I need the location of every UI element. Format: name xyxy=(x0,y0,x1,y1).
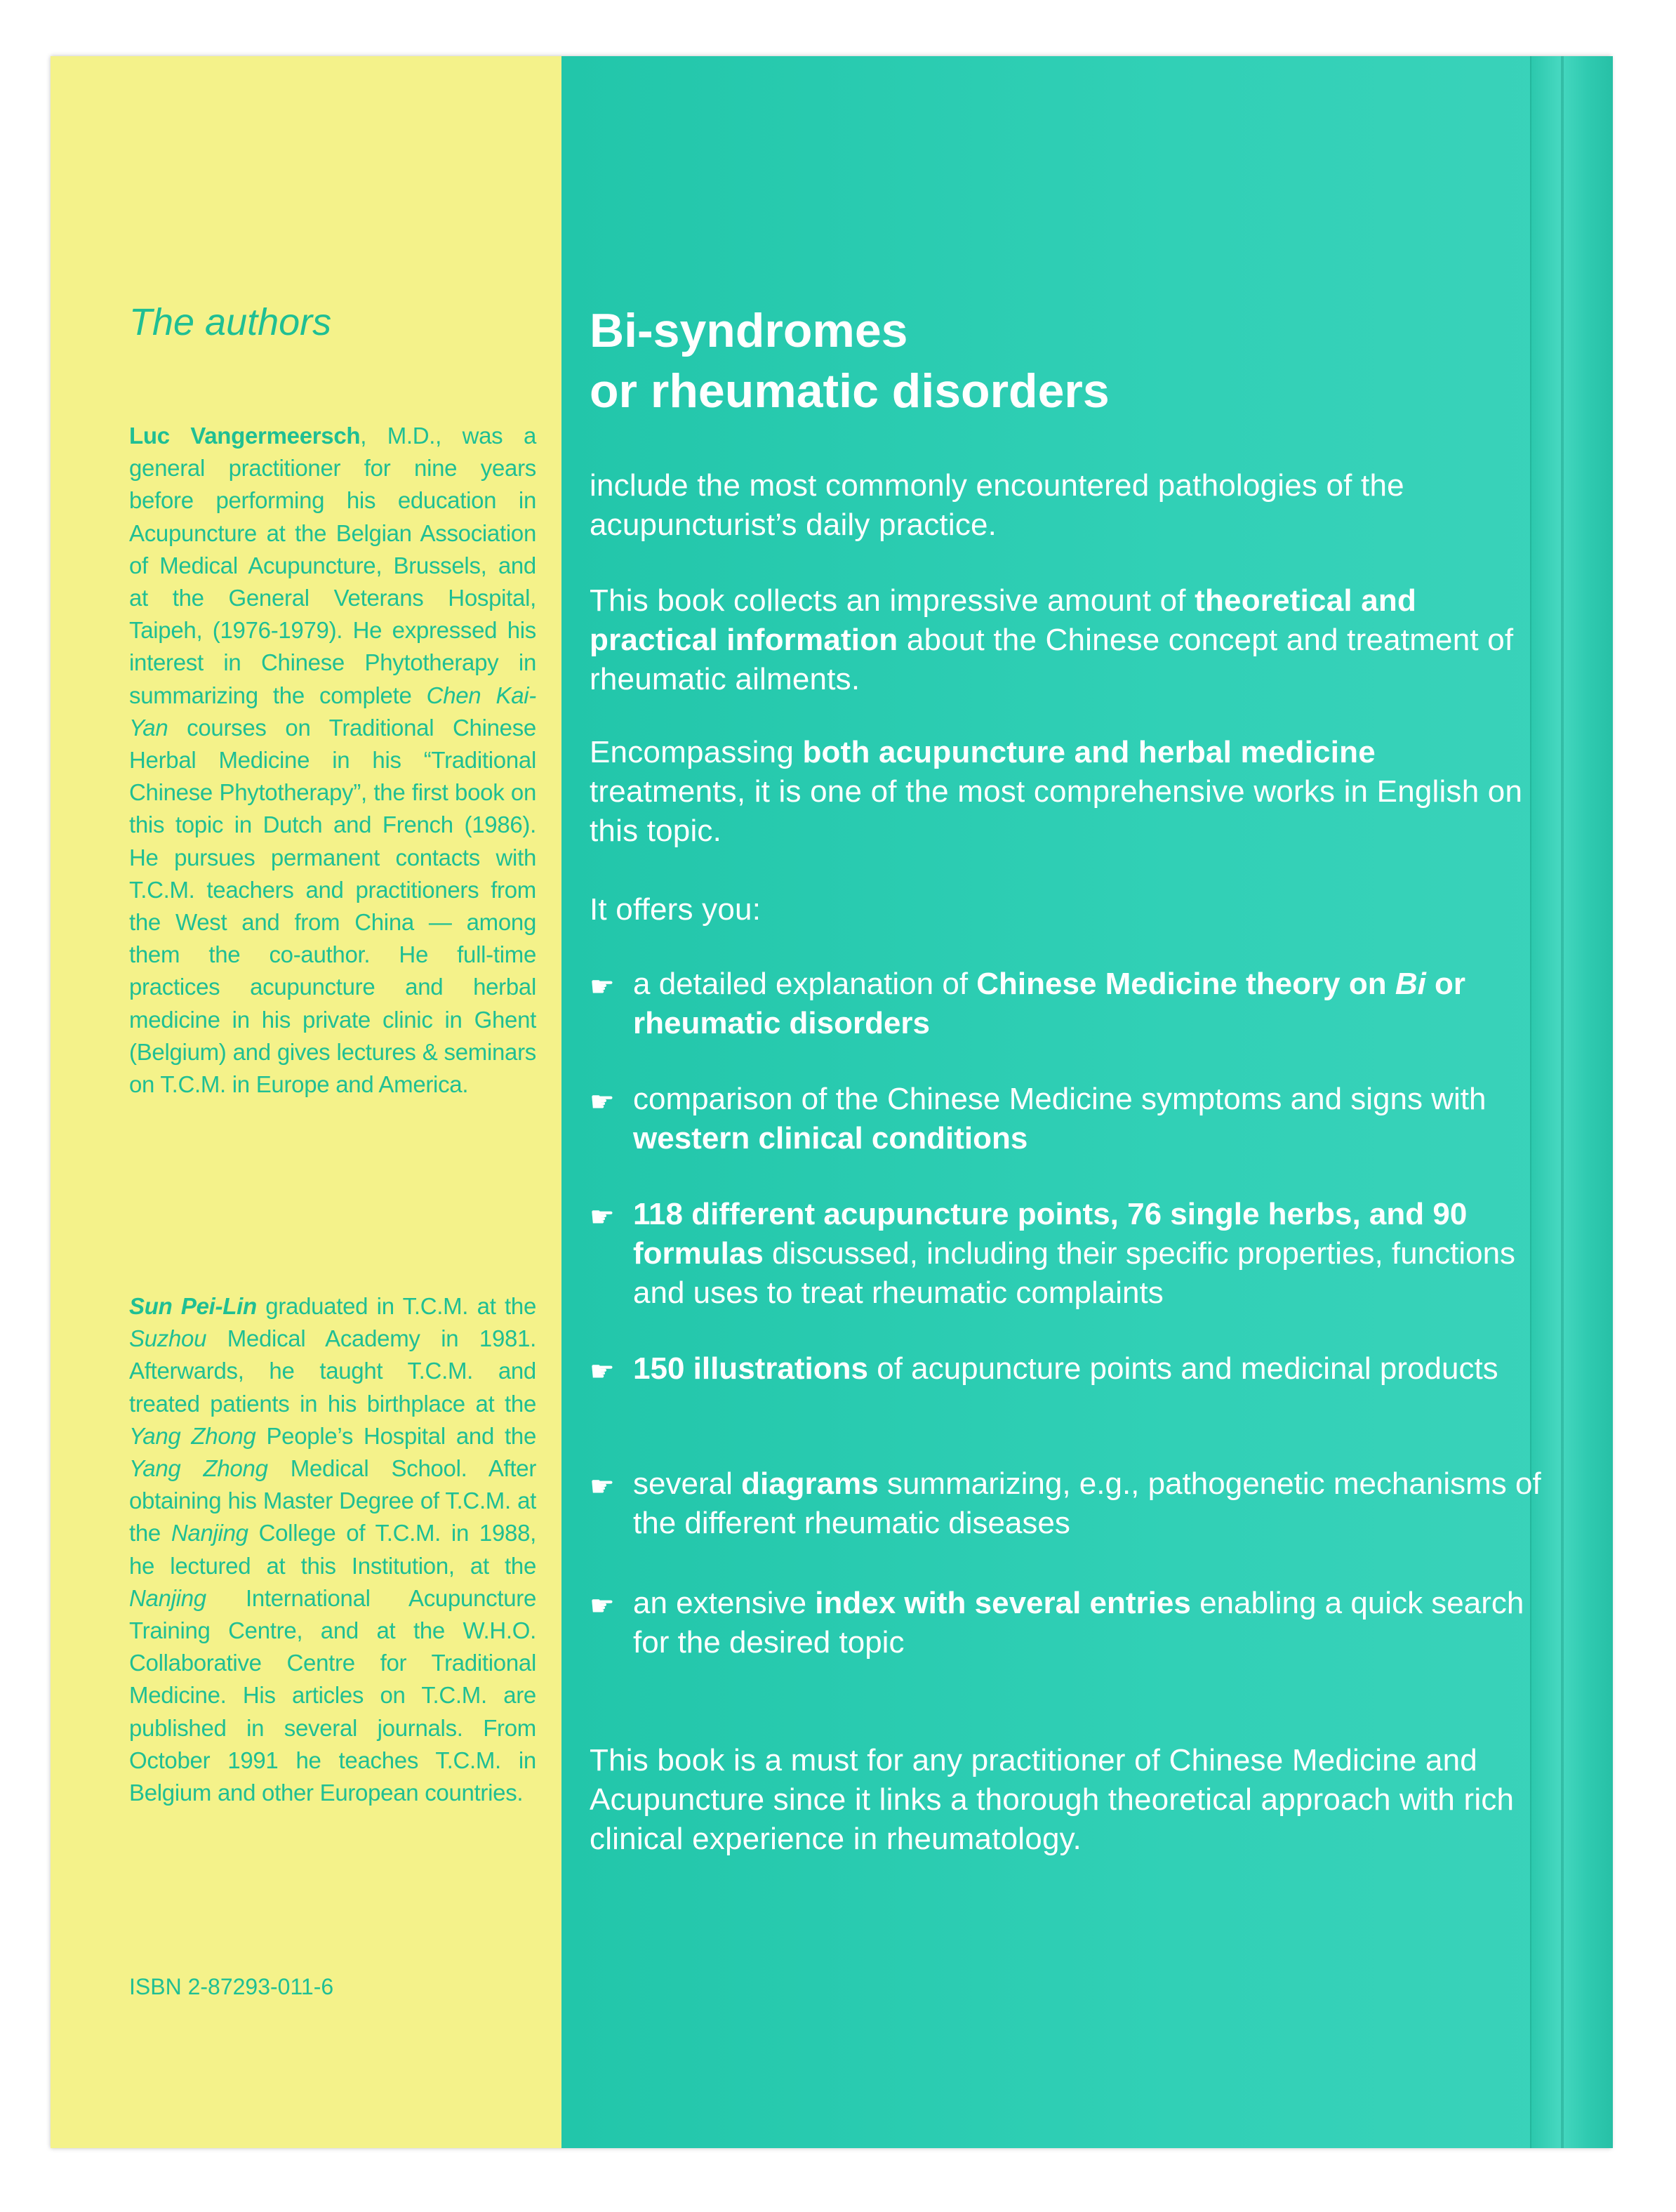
emphasis: theoretical and practical information xyxy=(590,583,1417,657)
title-line-2: or rheumatic disorders xyxy=(590,364,1110,418)
list-item xyxy=(590,965,1544,1043)
list-item xyxy=(590,1584,1544,1662)
bio-italic: Nanjing xyxy=(129,1584,206,1611)
pointing-hand-icon: ☛ xyxy=(590,1087,615,1118)
list-item-text xyxy=(590,1080,1544,1158)
bio-italic: Yang Zhong xyxy=(129,1422,256,1449)
bio-italic: Chen Kai-Yan xyxy=(129,682,536,741)
list-item xyxy=(590,1080,1544,1158)
text: enabling a quick search for the desired topic xyxy=(633,1586,1524,1660)
emphasis: index with several entries xyxy=(815,1586,1191,1620)
bio-text: courses on Traditional Chinese Herbal Medicine in his “Traditional Chinese Phytotherapy”, the first book on this topic in Dutch and French (1986). He pursues permanent contacts with T.C.M. teachers and practitioners from the West and from China — among them the co-author. He full-time practices acupuncture and herbal medicine in his private clinic in Ghent (Belgium) and gives lectures & seminars on T.C.M. in Europe and America. xyxy=(129,714,536,1098)
list-item xyxy=(590,1195,1544,1313)
closing-paragraph: This book is a must for any practitioner of Chinese Medicine and Acupuncture since it links a thorough theoretical approach with rich clinical experience in rheumatology. xyxy=(590,1743,1515,1856)
emphasis: both acupuncture and herbal medicine xyxy=(802,735,1376,769)
spine-groove xyxy=(1561,56,1564,2148)
title-line-1: Bi-syndromes xyxy=(590,304,908,357)
list-item-text xyxy=(590,965,1544,1043)
list-item-text xyxy=(590,1195,1544,1313)
list-item xyxy=(590,1464,1544,1543)
bio-italic: Suzhou xyxy=(129,1325,207,1352)
list-item-text xyxy=(590,1584,1544,1662)
author-name xyxy=(129,1293,257,1319)
author-bio-vangermeersch xyxy=(129,420,536,1101)
intro-paragraph: include the most commonly encountered pathologies of the acupuncturist’s daily practice. xyxy=(590,468,1404,542)
offers-lead: It offers you: xyxy=(590,892,761,927)
text: summarizing, e.g., pathogenetic mechanisms of the different rheumatic diseases xyxy=(633,1466,1541,1540)
text: comparison of the Chinese Medicine symptoms and signs with xyxy=(633,1082,1487,1116)
emphasis: 118 different acupuncture points, 76 single herbs, and 90 formulas xyxy=(633,1197,1468,1271)
pointing-hand-icon: ☛ xyxy=(590,1202,615,1233)
text: This book collects an impressive amount of xyxy=(590,583,1195,618)
bio-text: graduated in T.C.M. at the xyxy=(256,1293,537,1319)
emphasis: western clinical conditions xyxy=(633,1121,1028,1155)
bio-text: College of T.C.M. in 1988, he lectured at this Institution, at the xyxy=(129,1520,536,1579)
pointing-hand-icon: ☛ xyxy=(590,1591,615,1622)
book-title xyxy=(590,300,1502,421)
author-bio-sun xyxy=(129,1290,536,1809)
collection-paragraph xyxy=(590,581,1530,699)
list-item-text xyxy=(590,1349,1544,1389)
bio-text: People’s Hospital and the xyxy=(255,1422,536,1449)
emphasis: 150 illustrations xyxy=(633,1351,869,1386)
emphasis-italic: Bi xyxy=(1395,967,1426,1001)
authors-heading: The authors xyxy=(129,301,332,343)
pointing-hand-icon: ☛ xyxy=(590,1356,615,1387)
list-item-text xyxy=(590,1464,1544,1543)
left-yellow-panel xyxy=(51,56,561,2148)
isbn: ISBN 2-87293-011-6 xyxy=(129,1974,334,1999)
author-name: Luc Vangermeersch xyxy=(129,423,361,449)
list-item xyxy=(590,1349,1544,1389)
text: a detailed explanation of xyxy=(633,967,977,1001)
bio-text: International Acupuncture Training Centre, and at the W.H.O. Collaborative Centre for Traditional Medicine. His articles on T.C.M. are published in several journals. From October 1991 he teaches T.C.M. in Belgium and other European countries. xyxy=(129,1584,536,1806)
text: about the Chinese concept and treatment of rheumatic ailments. xyxy=(590,623,1514,696)
text: Encompassing xyxy=(590,735,803,769)
bio-italic: Nanjing xyxy=(171,1520,248,1547)
author-name-italic: Sun Pei-Lin xyxy=(129,1293,257,1319)
text: discussed, including their specific properties, functions and uses to treat rheumatic complaints xyxy=(633,1236,1516,1310)
bio-text: Medical Academy in 1981. Afterwards, he taught T.C.M. and treated patients in his birthplace at the xyxy=(129,1325,536,1417)
pointing-hand-icon: ☛ xyxy=(590,1471,615,1502)
emphasis: diagrams xyxy=(741,1466,879,1501)
text: an extensive xyxy=(633,1586,816,1620)
text: several xyxy=(633,1466,742,1501)
bio-italic: Yang Zhong xyxy=(129,1455,268,1482)
bio-text: Medical School. After obtaining his Master Degree of T.C.M. at the xyxy=(129,1455,537,1547)
encompassing-paragraph xyxy=(590,733,1530,851)
text: treatments, it is one of the most comprehensive works in English on this topic. xyxy=(590,774,1523,848)
text: of acupuncture points and medicinal products xyxy=(868,1351,1498,1386)
emphasis: Chinese Medicine theory on xyxy=(976,967,1395,1001)
pointing-hand-icon: ☛ xyxy=(590,972,615,1002)
emphasis: or rheumatic disorders xyxy=(633,967,1466,1040)
bio-text: , M.D., was a general practitioner for nine years before performing his education in Acupuncture at the Belgian Association of Medical Acupuncture, Brussels, and at the General Veterans Hospital, Taipeh, (1976-1979). He expressed his interest in Chinese Phytotherapy in summarizing the complete xyxy=(129,423,536,708)
